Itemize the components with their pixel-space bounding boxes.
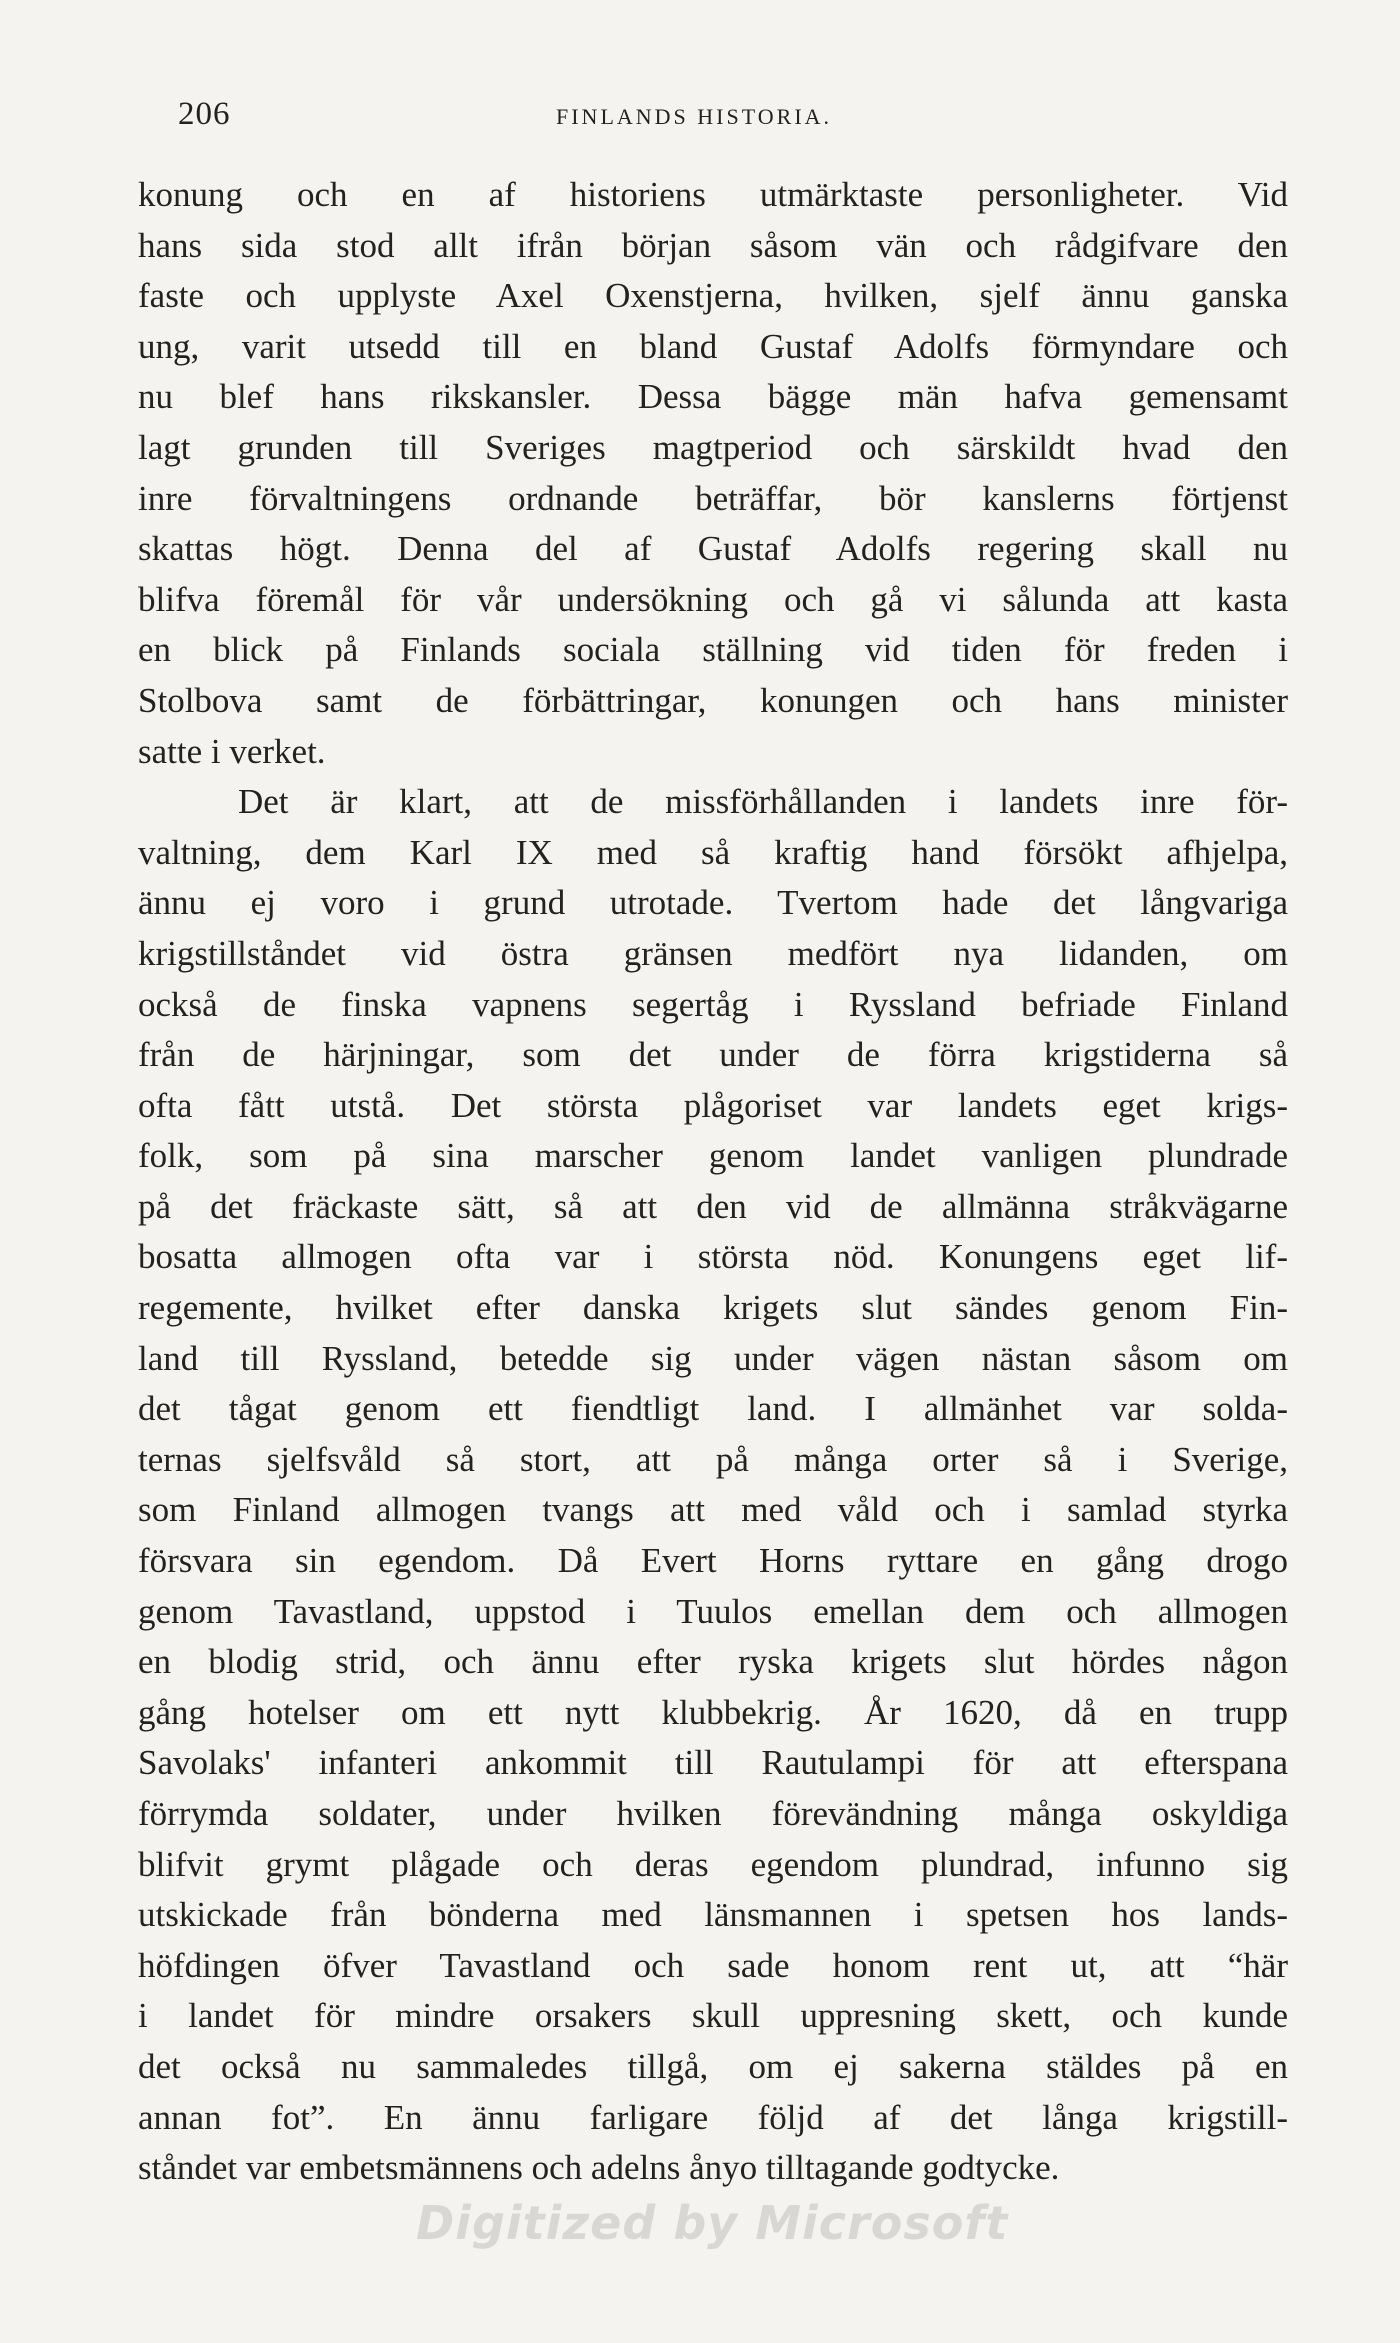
text-line: det tågat genom ett fiendtligt land. I allmänhet var solda- [138, 1389, 1288, 1429]
text-line: försvara sin egendom. Då Evert Horns ryttare en gång drogo [138, 1541, 1288, 1581]
text-line: satte i verket. [138, 731, 326, 771]
text-line: bosatta allmogen ofta var i största nöd. Konungens eget lif- [138, 1237, 1288, 1277]
text-line: Savolaks' infanteri ankommit till Rautulampi för att efterspana [138, 1743, 1288, 1783]
text-line: blifvit grymt plågade och deras egendom plundrad, infunno sig [138, 1844, 1288, 1884]
text-line: ofta fått utstå. Det största plågoriset var landets eget krigs- [138, 1085, 1288, 1125]
text-line: skattas högt. Denna del af Gustaf Adolfs regering skall nu [138, 529, 1288, 569]
text-line: nu blef hans rikskansler. Dessa bägge män hafva gemensamt [138, 377, 1288, 417]
body-text [138, 170, 1288, 2194]
text-line: genom Tavastland, uppstod i Tuulos emellan dem och allmogen [138, 1591, 1288, 1631]
text-line: som Finland allmogen tvangs att med våld och i samlad styrka [138, 1490, 1288, 1530]
text-line: utskickade från bönderna med länsmannen i spetsen hos lands- [138, 1895, 1288, 1935]
text-line: Det är klart, att de missförhållanden i landets inre för- [238, 782, 1288, 822]
text-line: höfdingen öfver Tavastland och sade honom rent ut, att “här [138, 1945, 1288, 1985]
text-line: faste och upplyste Axel Oxenstjerna, hvilken, sjelf ännu ganska [138, 276, 1288, 316]
text-line: ternas sjelfsvåld så stort, att på många orter så i Sverige, [138, 1439, 1288, 1479]
text-line: det också nu sammaledes tillgå, om ej sakerna stäldes på en [138, 2046, 1288, 2086]
text-line: ståndet var embetsmännens och adelns ånyo tilltagande godtycke. [138, 2148, 1060, 2188]
text-line: ännu ej voro i grund utrotade. Tvertom hade det långvariga [138, 883, 1288, 923]
text-line: inre förvaltningens ordnande beträffar, bör kanslerns förtjenst [138, 478, 1288, 518]
text-line: konung och en af historiens utmärktaste personligheter. Vid [138, 175, 1288, 214]
text-line: land till Ryssland, betedde sig under vägen nästan såsom om [138, 1338, 1288, 1378]
text-line: valtning, dem Karl IX med så kraftig hand försökt afhjelpa, [138, 832, 1288, 872]
text-line: ung, varit utsedd till en bland Gustaf Adolfs förmyndare och [138, 326, 1288, 366]
text-line: krigstillståndet vid östra gränsen medfört nya lidanden, om [138, 933, 1288, 973]
text-line: förrymda soldater, under hvilken förevändning många oskyldiga [138, 1794, 1288, 1833]
running-head [138, 96, 1288, 140]
running-title: FINLANDS HISTORIA. [556, 104, 833, 129]
text-line: i landet för mindre orsakers skull uppresning skett, och kunde [138, 1996, 1288, 2036]
text-line: hans sida stod allt ifrån början såsom vän och rådgifvare den [138, 225, 1288, 265]
text-line: från de härjningar, som det under de förra krigstiderna så [138, 1035, 1288, 1075]
text-line: folk, som på sina marscher genom landet vanligen plundrade [138, 1136, 1288, 1176]
text-line: annan fot”. En ännu farligare följd af det långa krigstill- [138, 2097, 1288, 2137]
text-line: regemente, hvilket efter danska krigets slut sändes genom Fin- [138, 1288, 1288, 1328]
text-line: också de finska vapnens segertåg i Ryssland befriade Finland [138, 984, 1288, 1024]
text-line: Stolbova samt de förbättringar, konungen och hans minister [138, 680, 1288, 720]
text-line: på det fräckaste sätt, så att den vid de allmänna stråkvägarne [138, 1186, 1288, 1226]
footer [416, 2196, 1016, 2256]
text-line: en blodig strid, och ännu efter ryska krigets slut hördes någon [138, 1642, 1288, 1682]
digitization-watermark: Digitized by Microsoft [416, 2196, 1009, 2250]
text-line: gång hotelser om ett nytt klubbekrig. År 1620, då en trupp [138, 1692, 1288, 1732]
text-line: blifva föremål för vår undersökning och gå vi sålunda att kasta [138, 579, 1288, 619]
text-line: en blick på Finlands sociala ställning vid tiden för freden i [138, 630, 1288, 670]
page-number: 206 [178, 96, 231, 132]
text-line: lagt grunden till Sveriges magtperiod och särskildt hvad den [138, 427, 1288, 467]
